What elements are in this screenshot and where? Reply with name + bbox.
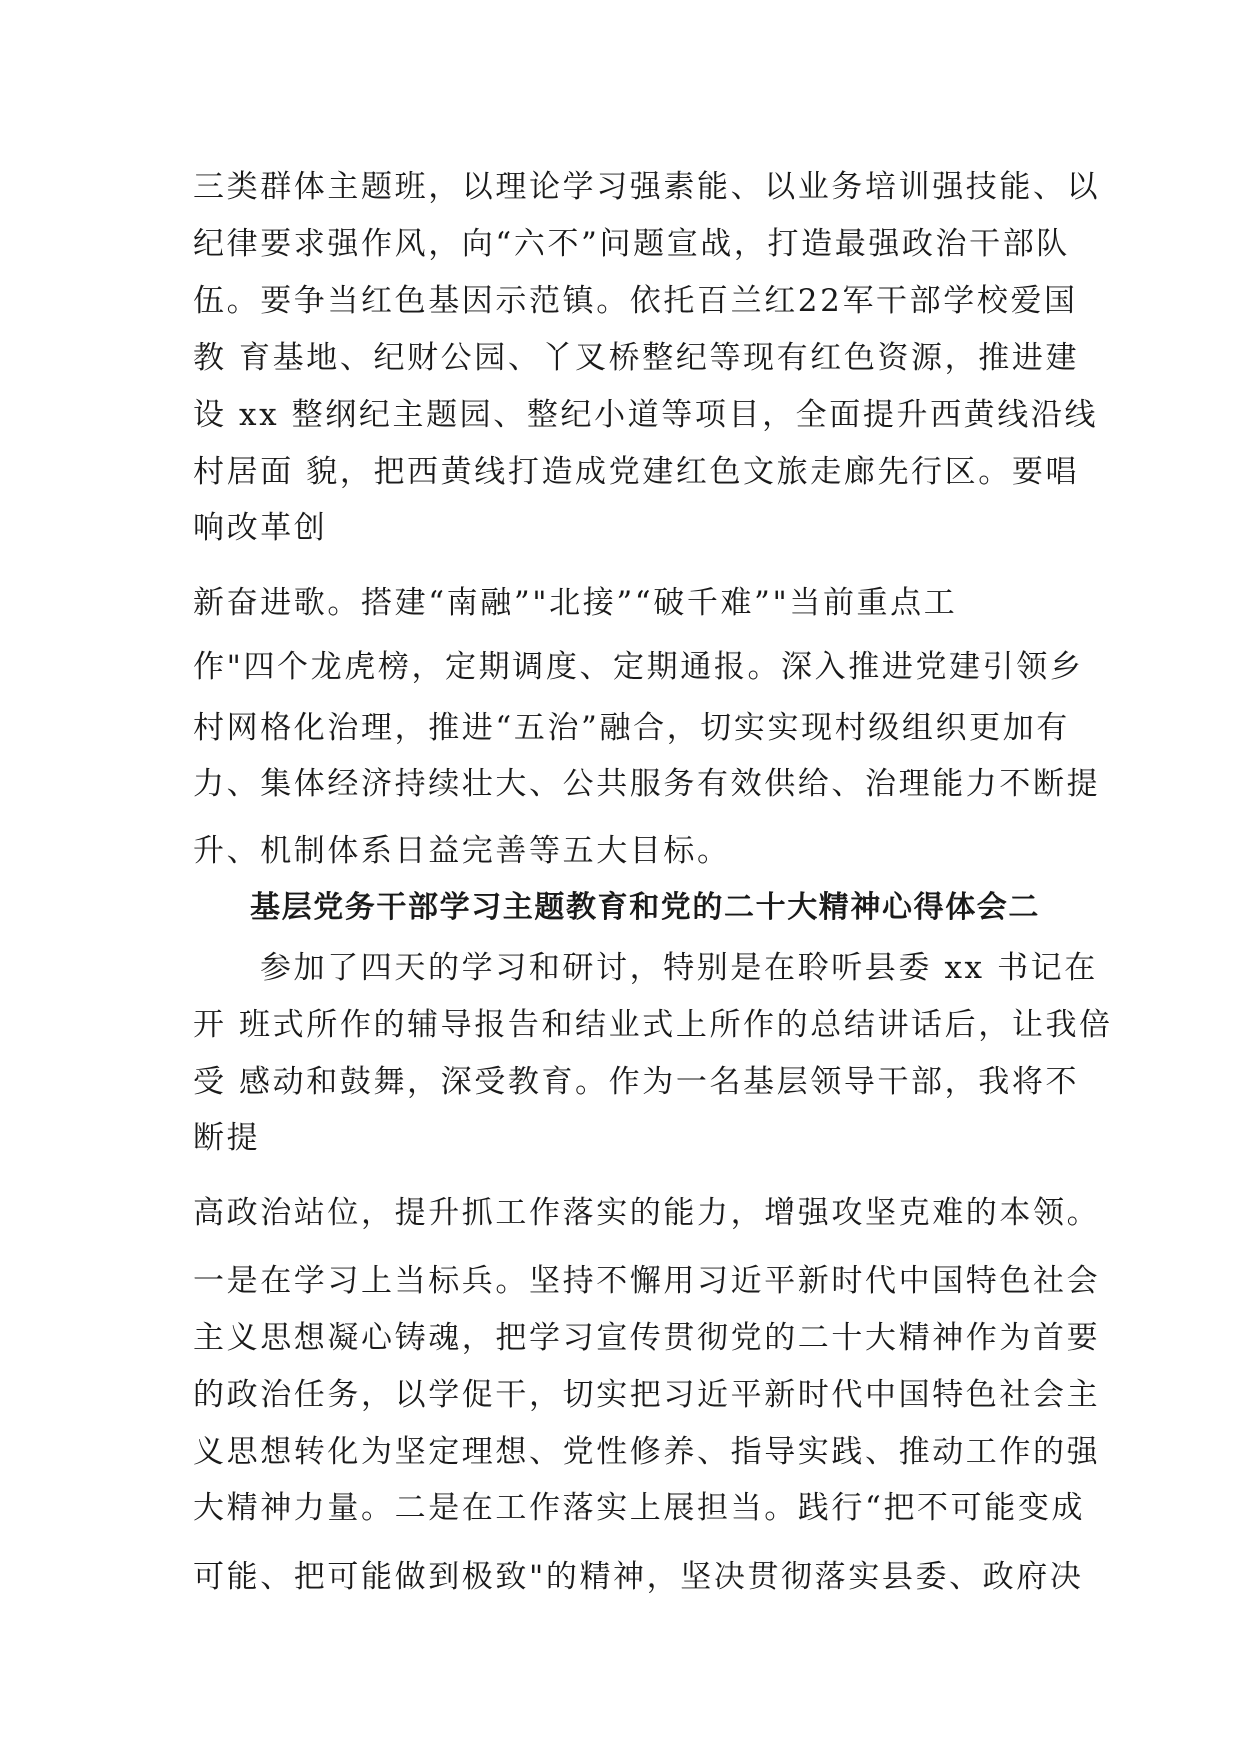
paragraph-line: 参加了四天的学习和研讨，特别是在聆听县委 xx 书记在	[260, 950, 1098, 986]
paragraph-line: 纪律要求强作风，向“六不”问题宣战，打造最强政治干部队	[193, 226, 1070, 262]
paragraph-line: 响改革创	[193, 510, 328, 546]
paragraph-line: 新奋进歌。搭建“南融”"北接”“破千难”"当前重点工	[193, 585, 958, 621]
paragraph-line: 主义思想凝心铸魂，把学习宣传贯彻党的二十大精神作为首要	[193, 1320, 1101, 1356]
paragraph-line: 力、集体经济持续壮大、公共服务有效供给、治理能力不断提	[193, 766, 1101, 802]
paragraph-line: 作"四个龙虎榜，定期调度、定期通报。深入推进党建引领乡	[193, 649, 1084, 685]
paragraph-line: 教 育基地、纪财公园、丫叉桥整纪等现有红色资源，推进建	[193, 340, 1080, 376]
paragraph-line: 升、机制体系日益完善等五大目标。	[193, 833, 731, 869]
paragraph-line: 义思想转化为坚定理想、党性修养、指导实践、推动工作的强	[193, 1434, 1101, 1470]
paragraph-line: 大精神力量。二是在工作落实上展担当。践行“把不可能变成	[193, 1490, 1086, 1526]
section-heading: 基层党务干部学习主题教育和党的二十大精神心得体会二	[250, 890, 1040, 925]
paragraph-line: 受 感动和鼓舞，深受教育。作为一名基层领导干部，我将不	[193, 1064, 1080, 1100]
paragraph-line: 高政治站位，提升抓工作落实的能力，增强攻坚克难的本领。	[193, 1195, 1101, 1231]
paragraph-line: 村居面 貌，把西黄线打造成党建红色文旅走廊先行区。要唱	[193, 454, 1080, 490]
paragraph-line: 三类群体主题班，以理论学习强素能、以业务培训强技能、以	[193, 169, 1101, 205]
paragraph-line: 开 班式所作的辅导报告和结业式上所作的总结讲话后，让我倍	[193, 1007, 1113, 1043]
paragraph-line: 可能、把可能做到极致"的精神，坚决贯彻落实县委、政府决	[193, 1559, 1084, 1595]
paragraph-line: 一是在学习上当标兵。坚持不懈用习近平新时代中国特色社会	[193, 1263, 1101, 1299]
paragraph-line: 断提	[193, 1120, 261, 1156]
paragraph-line: 的政治任务，以学促干，切实把习近平新时代中国特色社会主	[193, 1377, 1101, 1413]
paragraph-line: 村网格化治理，推进“五治”融合，切实实现村级组织更加有	[193, 710, 1070, 746]
paragraph-line: 伍。要争当红色基因示范镇。依托百兰红22军干部学校爱国	[193, 283, 1078, 319]
paragraph-line: 设 xx 整纲纪主题园、整纪小道等项目，全面提升西黄线沿线	[193, 397, 1099, 433]
